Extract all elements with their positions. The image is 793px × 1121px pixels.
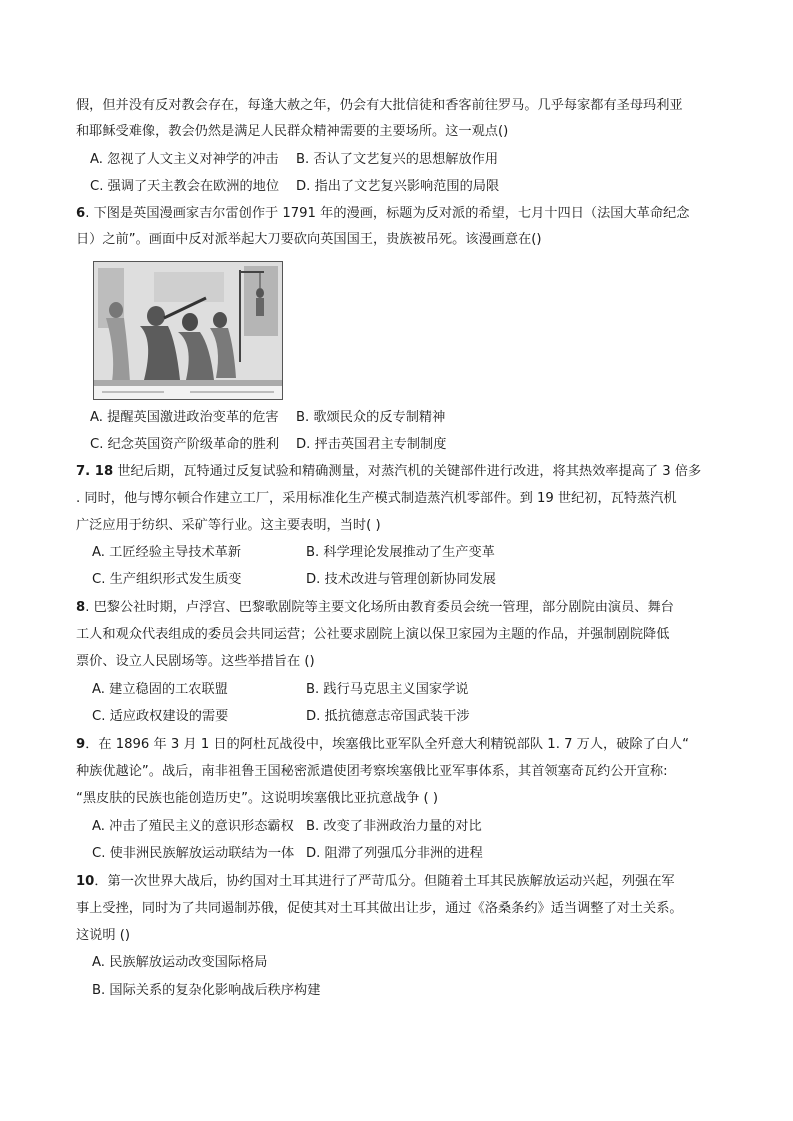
q10-line-3: 这说明 () [76,928,131,943]
q10-line-2: 事上受挫，同时为了共同遏制苏俄，促使其对土耳其做出让步，通过《洛桑条约》适当调整了对土关系。 [76,901,683,916]
intro-option-b: B. 否认了文艺复兴的思想解放作用 [296,152,499,167]
q6-option-d: D. 抨击英国君主专制制度 [296,437,447,452]
q10-option-a: A. 民族解放运动改变国际格局 [92,955,268,970]
q7-number: 7. 18 [76,464,114,479]
q10-option-b: B. 国际关系的复杂化影响战后秩序构建 [92,983,321,998]
q6-option-b: B. 歌颂民众的反专制精神 [296,410,446,425]
q6-text-1: . 下图是英国漫画家吉尔雷创作于 1791 年的漫画，标题为反对派的希望，七月十四日（法国大革命纪念 [85,206,690,221]
gillray-cartoon-image [93,261,283,400]
q9-line-1 [76,735,726,755]
q7-line-1 [76,462,726,482]
q8-option-c: C. 适应政权建设的需要 [92,709,229,724]
intro-line-2: 和耶稣受难像，教会仍然是满足人民群众精神需要的主要场所。这一观点() [76,124,509,139]
q8-line-1 [76,598,726,618]
q9-option-b: B. 改变了非洲政治力量的对比 [306,819,482,834]
q7-option-a: A. 工匠经验主导技术革新 [92,545,242,560]
q8-line-2: 工人和观众代表组成的委员会共同运营；公社要求剧院上演以保卫家园为主题的作品，并强制剧院降低 [76,627,670,642]
q9-option-d: D. 阻滞了列强瓜分非洲的进程 [306,846,483,861]
q10-line-1 [76,872,726,892]
q8-number: 8 [76,600,86,615]
q9-option-c: C. 使非洲民族解放运动联结为一体 [92,846,295,861]
q8-line-3: 票价、设立人民剧场等。这些举措旨在 () [76,654,315,669]
q7-line-2: . 同时，他与博尔顿合作建立工厂，采用标准化生产模式制造蒸汽机零部件。到 19 世纪初，瓦特蒸汽机 [76,491,677,506]
q7-option-b: B. 科学理论发展推动了生产变革 [306,545,495,560]
intro-option-a: A. 忽视了人文主义对神学的冲击 [90,152,279,167]
q9-line-3: “黑皮肤的民族也能创造历史”。这说明埃塞俄比亚抗意战争 ( ) [76,791,439,806]
q8-option-b: B. 践行马克思主义国家学说 [306,682,469,697]
q7-option-c: C. 生产组织形式发生质变 [92,572,242,587]
q8-option-d: D. 抵抗德意志帝国武装干涉 [306,709,470,724]
q9-line-2: 种族优越论”。战后，南非祖鲁王国秘密派遣使团考察埃塞俄比亚军事体系，其首领塞奇瓦约公开宣称: [76,764,668,779]
q8-option-a: A. 建立稳固的工农联盟 [92,682,228,697]
q10-text-1: ．第一次世界大战后，协约国对土耳其进行了严苛瓜分。但随着土耳其民族解放运动兴起，列强在军 [94,874,675,889]
q6-line-1 [76,204,726,224]
q7-option-d: D. 技术改进与管理创新协同发展 [306,572,496,587]
q6-number: 6 [76,206,86,221]
intro-option-d: D. 指出了文艺复兴影响范围的局限 [296,179,500,194]
q6-option-c: C. 纪念英国资产阶级革命的胜利 [90,437,280,452]
q9-option-a: A. 冲击了殖民主义的意识形态霸权 [92,819,294,834]
q7-line-3: 广泛应用于纺织、采矿等行业。这主要表明，当时( ) [76,518,381,533]
q10-number: 10 [76,874,95,889]
intro-option-c: C. 强调了天主教会在欧洲的地位 [90,179,280,194]
q9-text-1: ．在 1896 年 3 月 1 日的阿杜瓦战役中，埃塞俄比亚军队全歼意大利精锐部队 1. 7 万人，破除了白人“ [85,737,689,752]
q9-number: 9 [76,737,86,752]
intro-line-1: 假，但并没有反对教会存在，每逢大赦之年，仍会有大批信徒和香客前往罗马。几乎每家都有圣母玛利亚 [76,98,683,113]
q8-text-1: . 巴黎公社时期，卢浮宫、巴黎歌剧院等主要文化场所由教育委员会统一管理，部分剧院由演员、舞台 [85,600,674,615]
q7-text-1: 世纪后期，瓦特通过反复试验和精确测量，对蒸汽机的关键部件进行改进，将其热效率提高了 3 倍多 [113,464,702,479]
q6-option-a: A. 提醒英国激进政治变革的危害 [90,410,279,425]
q6-line-2: 日）之前”。画面中反对派举起大刀要砍向英国国王，贵族被吊死。该漫画意在() [76,232,542,247]
